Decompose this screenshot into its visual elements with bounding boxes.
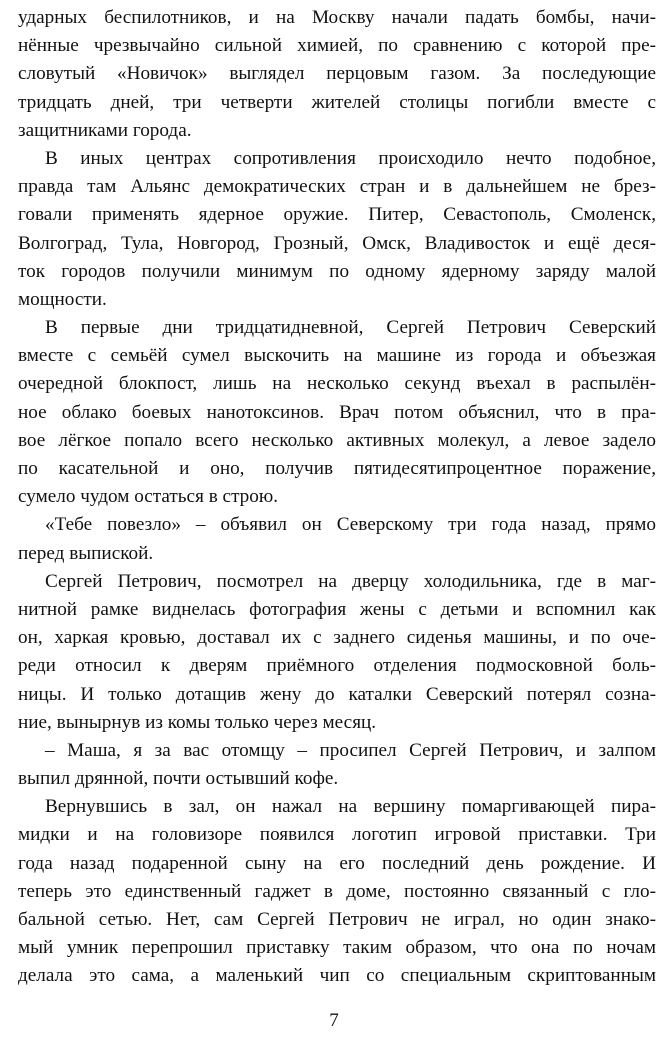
text-line: Вернувшись в зал, он нажал на вершину помаргивающей пира-: [45, 796, 656, 818]
text-line: бальной сетью. Нет, сам Сергей Петрович не играл, но один знако-: [18, 909, 656, 930]
text-line: года назад подаренной сыну на его последний день рождение. И: [18, 852, 656, 874]
text-line: Сергей Петрович, посмотрел на дверцу холодильника, где в маг-: [45, 570, 656, 592]
paragraph: [18, 737, 656, 793]
text-line: делала это сама, а маленький чип со специальным скриптованным: [18, 965, 656, 987]
text-line: вое лёгкое попало всего несколько активных молекул, а левое задело: [18, 429, 656, 451]
page-number: 7: [329, 1010, 339, 1031]
paragraph: [18, 145, 656, 314]
text-line: мидки и на головизоре появился логотип игровой приставки. Три: [18, 824, 656, 846]
text-line: ударных беспилотников, и на Москву начали падать бомбы, начи-: [18, 7, 656, 28]
text-line: выпил дрянной, почти остывший кофе.: [18, 768, 339, 790]
text-line: В иных центрах сопротивления происходило нечто подобное,: [45, 147, 656, 169]
text-line: ницы. И только дотащив жену до каталки Северский потерял созна-: [18, 683, 656, 705]
text-line: вместе с семьёй сумел выскочить на машине из города и объезжая: [18, 345, 656, 367]
text-line: очередной блокпост, лишь на несколько секунд въехал в распылён-: [18, 373, 656, 395]
text-line: говали применять ядерное оружие. Питер, Севастополь, Смоленск,: [18, 204, 656, 226]
text-line: теперь это единственный гаджет в доме, постоянно связанный с гло-: [18, 880, 656, 902]
text-line: перед выпиской.: [18, 542, 154, 564]
text-line: сумело чудом остаться в строю.: [18, 486, 279, 508]
paragraph: [18, 314, 656, 511]
paragraph: [18, 793, 656, 990]
paragraph: [18, 568, 656, 737]
text-line: «Тебе повезло» – объявил он Северскому три года назад, прямо: [45, 514, 656, 536]
text-line: тридцать дней, три четверти жителей столицы погибли вместе с: [18, 91, 656, 113]
paragraph: [18, 511, 656, 567]
paragraph: [18, 4, 656, 145]
text-line: мощности.: [18, 288, 107, 310]
text-line: – Маша, я за вас отомщу – просипел Сергей Петрович, и залпом: [45, 739, 656, 761]
text-line: он, харкая кровью, доставал их с заднего сиденья машины, и по оче-: [18, 627, 656, 649]
text-line: словутый «Новичок» выглядел перцовым газом. За последующие: [18, 63, 656, 85]
text-line: ток городов получили минимум по одному ядерному заряду малой: [18, 260, 656, 282]
text-line: по касательной и оно, получив пятидесятипроцентное поражение,: [18, 458, 656, 479]
text-line: В первые дни тридцатидневной, Сергей Петрович Северский: [45, 317, 656, 339]
text-line: Волгоград, Тула, Новгород, Грозный, Омск, Владивосток и ещё деся-: [18, 232, 656, 254]
text-line: реди относил к дверям приёмного отделения подмосковной боль-: [18, 655, 656, 677]
text-line: мый умник перепрошил приставку таким образом, что она по ночам: [18, 937, 656, 959]
text-line: правда там Альянс демократических стран и в дальнейшем не брез-: [18, 176, 656, 198]
text-line: нитной рамке виднелась фотография жены с детьми и вспомнил как: [18, 598, 656, 620]
text-line: нённые чрезвычайно сильной химией, по сравнению с которой пре-: [18, 35, 656, 57]
text-line: защитниками города.: [18, 119, 192, 141]
page-text: [18, 4, 656, 991]
text-line: ное облако боевых нанотоксинов. Врач потом объяснил, что в пра-: [18, 401, 656, 423]
text-line: ние, вынырнув из комы только через месяц.: [18, 711, 377, 733]
